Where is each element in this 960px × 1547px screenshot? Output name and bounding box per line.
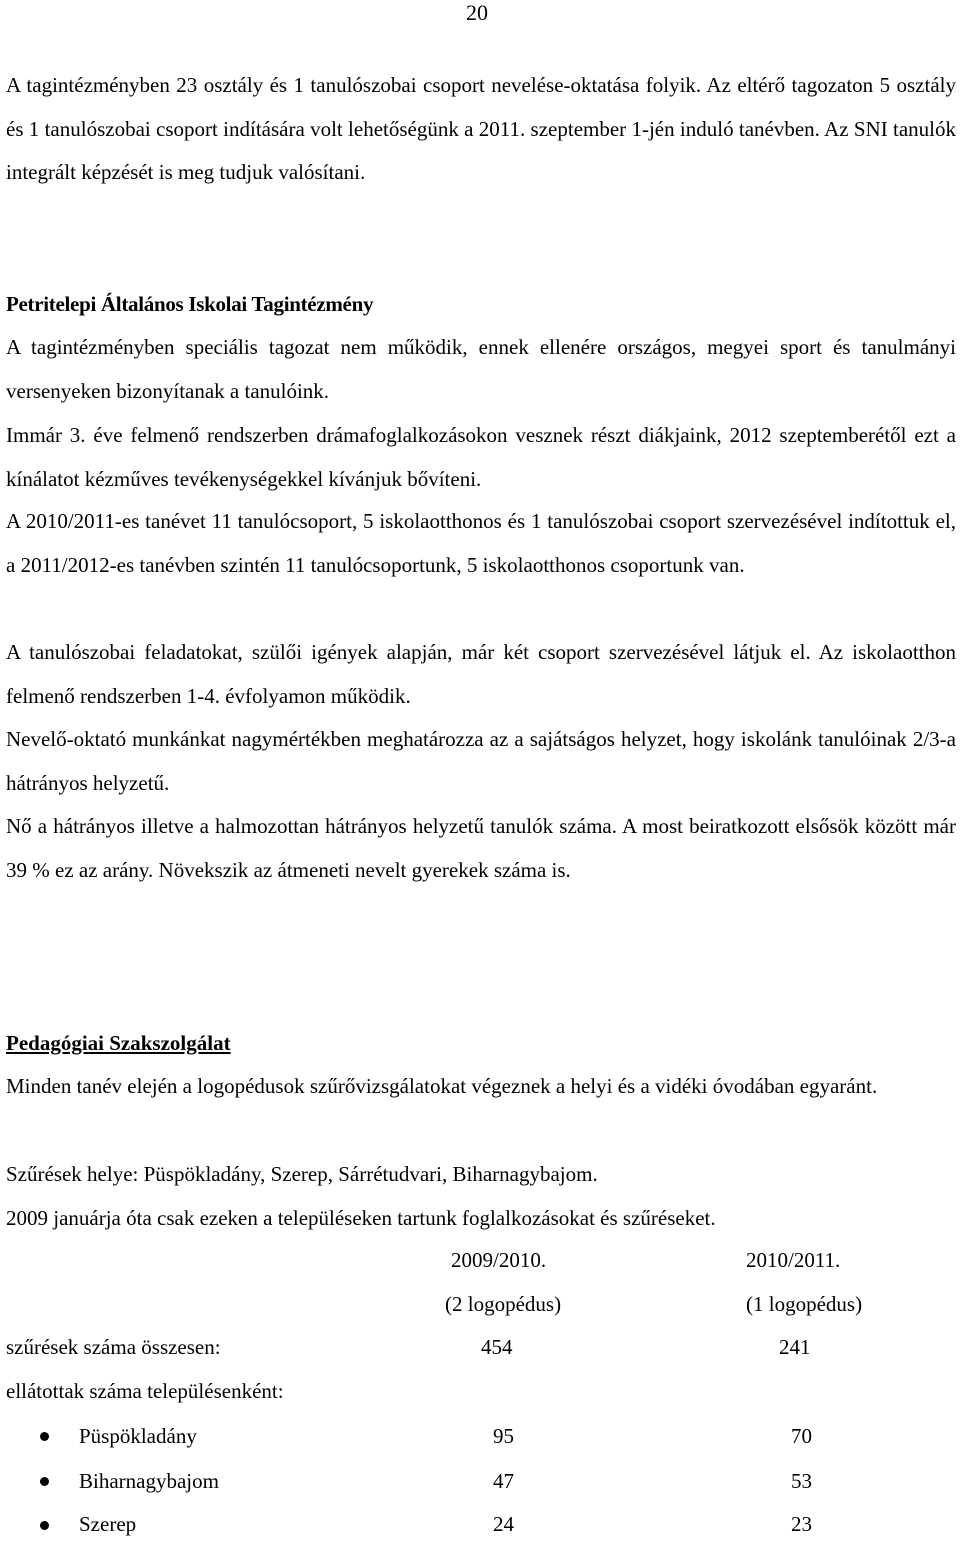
column-header-2009: 2009/2010. [451, 1248, 547, 1272]
bullet-icon [40, 1521, 49, 1530]
section-heading-pedagogiai: Pedagógiai Szakszolgálat [6, 1031, 231, 1055]
value-2009: 24 [493, 1512, 514, 1536]
settlement-name: Szerep [79, 1512, 137, 1536]
paragraph: 2009 januárja óta csak ezeken a településeken tartunk foglalkozásokat és szűréseket. [6, 1206, 716, 1230]
paragraph: Immár 3. éve felmenő rendszerben drámafoglalkozásokon vesznek részt diákjaink, 2012 szeptemberétől ezt a kínálatot kézműves tevékenységekkel kívánjuk bővíteni. [6, 423, 956, 491]
paragraph: A tanulószobai feladatokat, szülői igények alapján, már két csoport szervezésével látjuk el. Az iskolaotthon felmenő rendszerben 1-4. évfolyamon működik. [6, 640, 956, 708]
paragraph: Szűrések helye: Püspökladány, Szerep, Sárrétudvari, Biharnagybajom. [6, 1162, 598, 1186]
paragraph: A tagintézményben speciális tagozat nem működik, ennek ellenére országos, megyei sport és tanulmányi versenyeken bizonyítanak a tanulóink. [6, 335, 956, 403]
settlement-name: Püspökladány [79, 1424, 197, 1448]
value-2010: 53 [791, 1469, 812, 1493]
by-settlement-label: ellátottak száma településenként: [6, 1379, 284, 1403]
paragraph: Nő a hátrányos illetve a halmozottan hátrányos helyzetű tanulók száma. A most beiratkozott elsősök között már 39 % ez az arány. Növekszik az átmeneti nevelt gyerekek száma is. [6, 814, 956, 882]
total-value-2010: 241 [779, 1335, 811, 1359]
value-2009: 95 [493, 1424, 514, 1448]
section-heading-petritelepi: Petritelepi Általános Iskolai Tagintézmény [6, 292, 374, 316]
settlement-name: Biharnagybajom [79, 1469, 219, 1493]
total-value-2009: 454 [481, 1335, 513, 1359]
column-note-2010: (1 logopédus) [746, 1292, 863, 1316]
column-header-2010: 2010/2011. [746, 1248, 841, 1272]
page-number: 20 [466, 0, 488, 25]
total-label: szűrések száma összesen: [6, 1335, 221, 1359]
paragraph: Nevelő-oktató munkánkat nagymértékben meghatározza az a sajátságos helyzet, hogy iskolánk tanulóinak 2/3-a hátrányos helyzetű. [6, 727, 956, 795]
intro-paragraph: A tagintézményben 23 osztály és 1 tanulószobai csoport nevelése-oktatása folyik. Az eltérő tagozaton 5 osztály és 1 tanulószobai csoport indítására volt lehetőségünk a 2011. szeptember 1-jén induló tanévben. Az SNI tanulók integrált képzését is meg tudjuk valósítani. [6, 73, 956, 184]
bullet-icon [40, 1477, 49, 1486]
value-2009: 47 [493, 1469, 514, 1493]
bullet-icon [40, 1432, 49, 1441]
paragraph: A 2010/2011-es tanévet 11 tanulócsoport, 5 iskolaotthonos és 1 tanulószobai csoport szervezésével indítottuk el, a 2011/2012-es tanévben szintén 11 tanulócsoportunk, 5 iskolaotthonos csoportunk van. [6, 509, 956, 577]
value-2010: 23 [791, 1512, 812, 1536]
paragraph: Minden tanév elején a logopédusok szűrővizsgálatokat végeznek a helyi és a vidéki óvodában egyaránt. [6, 1074, 878, 1098]
column-note-2009: (2 logopédus) [445, 1292, 562, 1316]
value-2010: 70 [791, 1424, 812, 1448]
